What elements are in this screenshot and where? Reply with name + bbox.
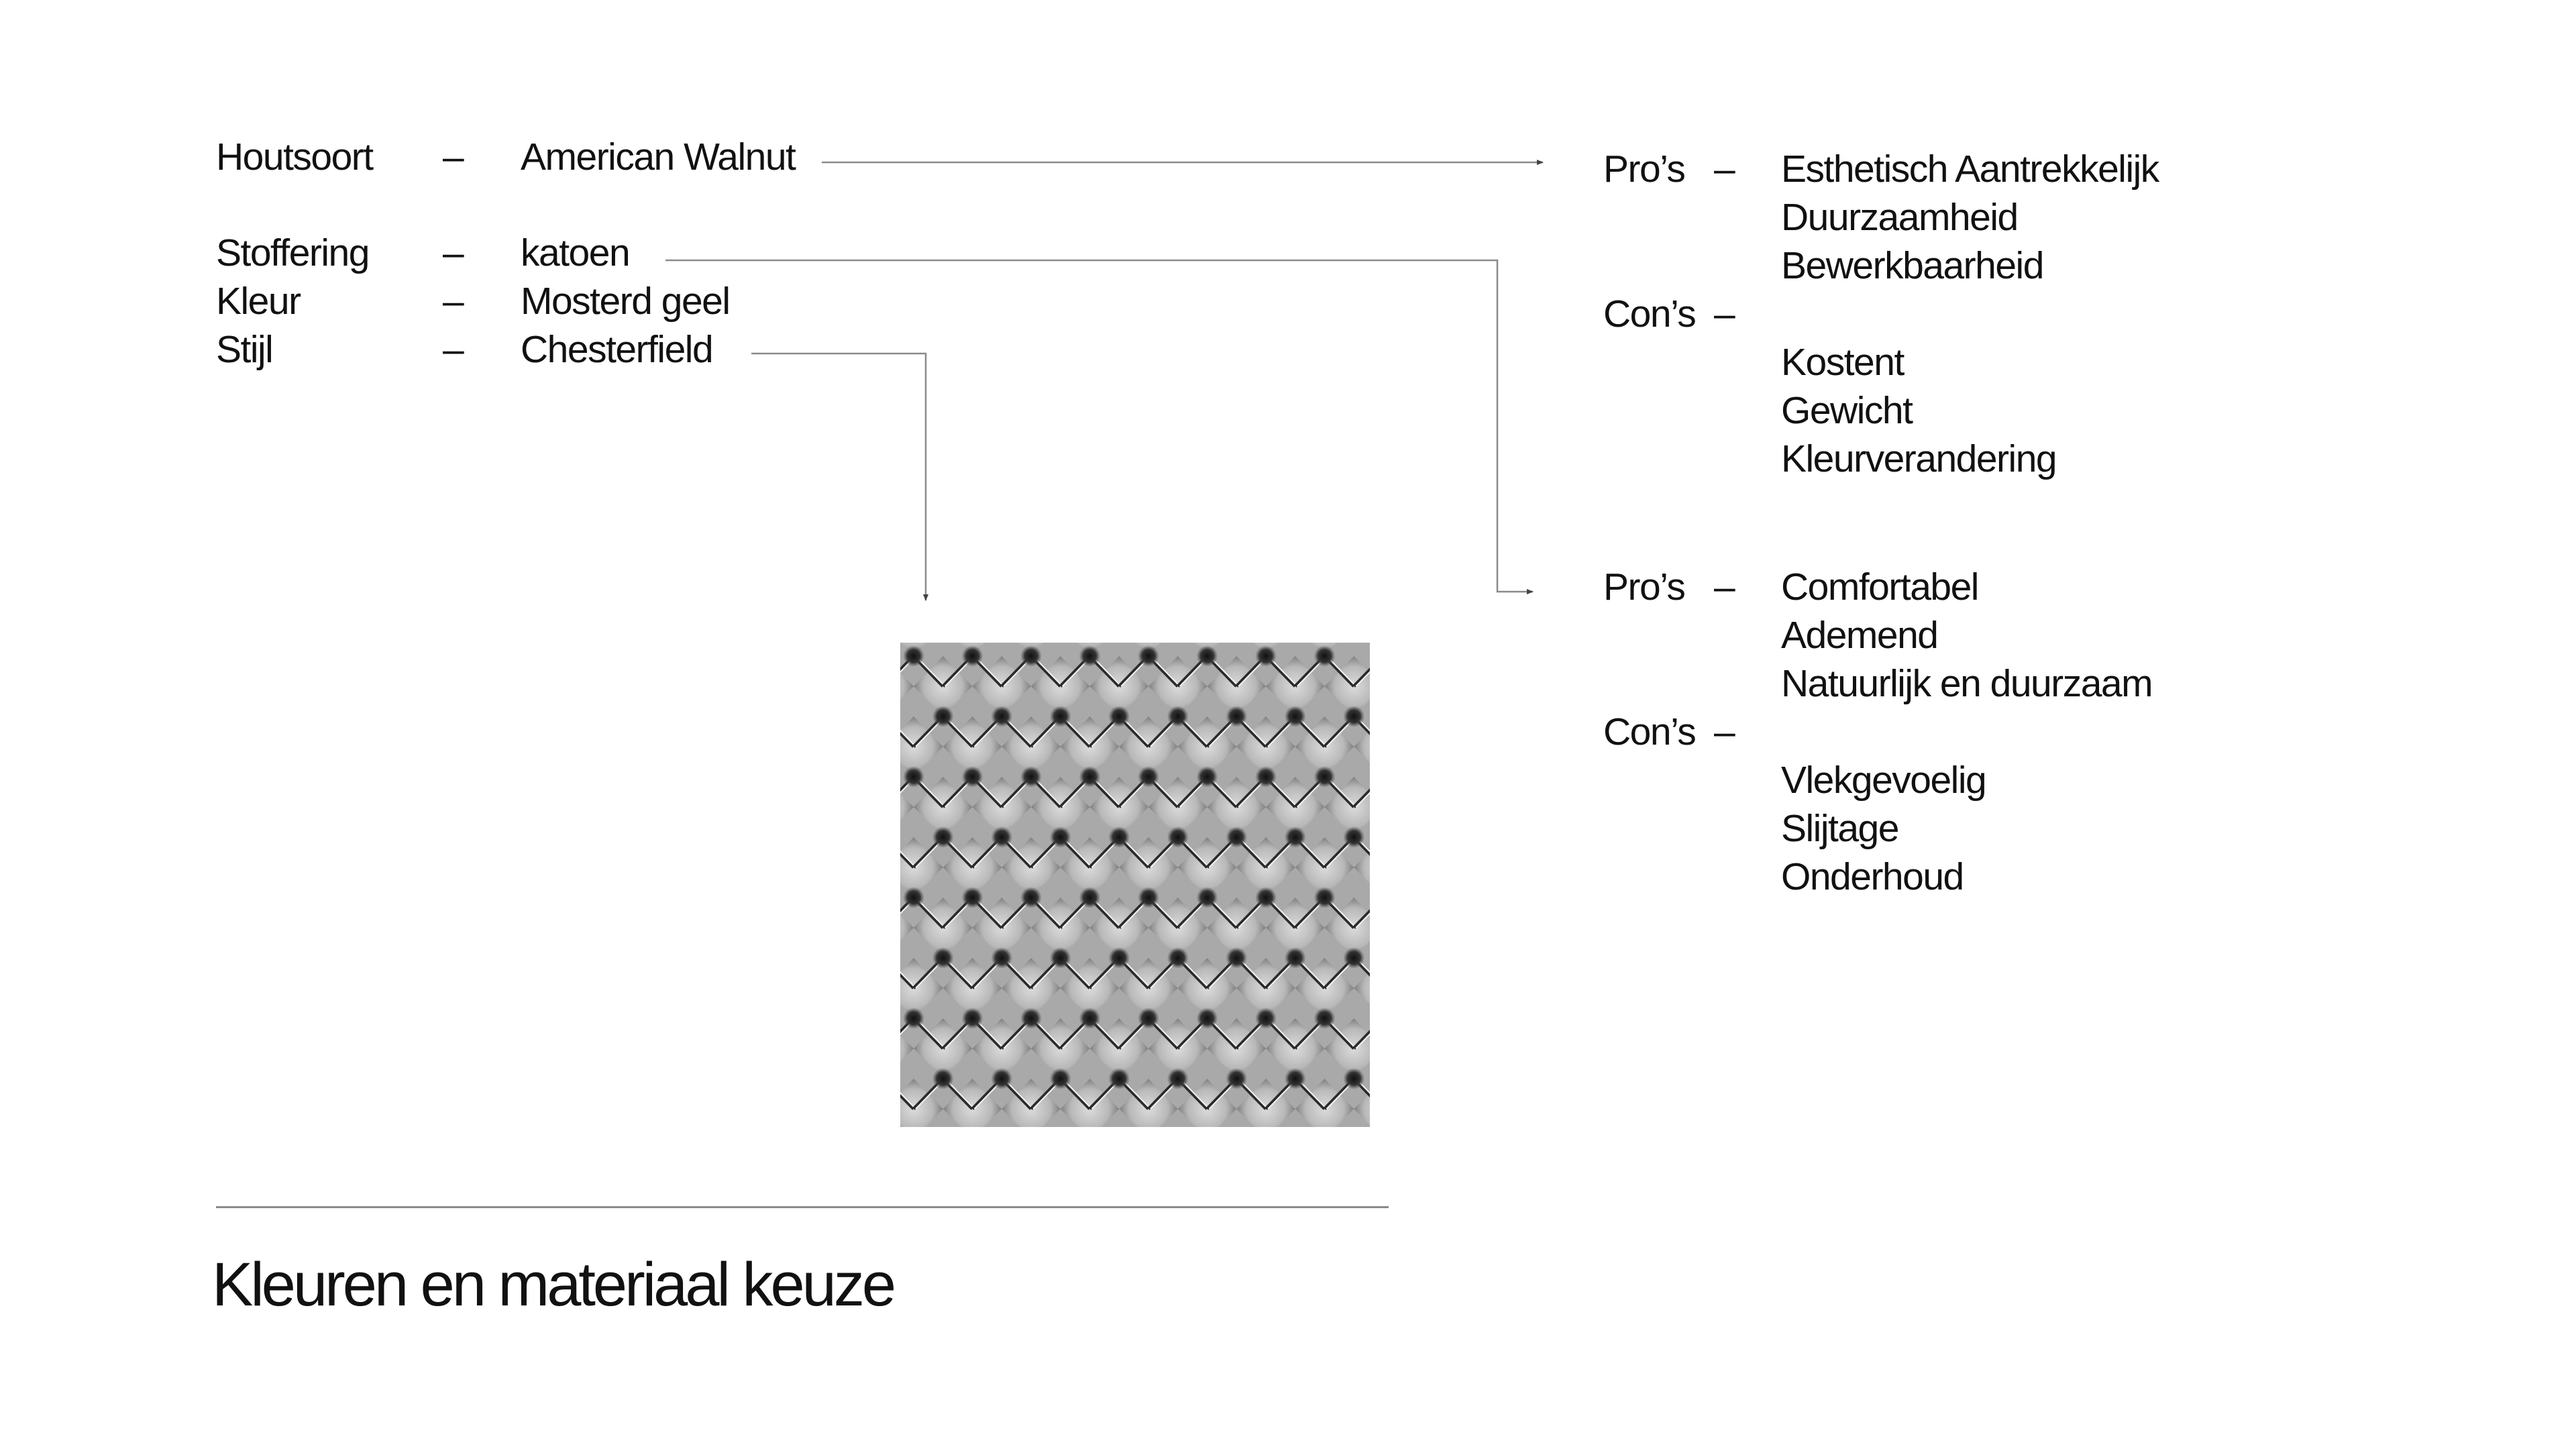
spec-label-houtsoort: Houtsoort bbox=[216, 136, 373, 178]
wood-con-item: Kleurverandering bbox=[1781, 437, 2057, 480]
spec-value-kleur: Mosterd geel bbox=[521, 280, 730, 323]
fabric-cons-dash: – bbox=[1714, 710, 1735, 753]
fabric-pro-item: Ademend bbox=[1781, 614, 1938, 657]
wood-con-item: Gewicht bbox=[1781, 389, 1913, 432]
spec-value-houtsoort: American Walnut bbox=[521, 136, 796, 178]
fabric-con-item: Slijtage bbox=[1781, 807, 1898, 850]
spec-dash: – bbox=[443, 231, 464, 274]
fabric-con-item: Vlekgevoelig bbox=[1781, 759, 1986, 802]
fabric-pro-item: Natuurlijk en duurzaam bbox=[1781, 662, 2153, 705]
fabric-cons-label: Con’s bbox=[1603, 710, 1696, 753]
style-connector-arrow bbox=[751, 354, 926, 600]
spec-dash: – bbox=[443, 328, 464, 371]
fabric-pro-item: Comfortabel bbox=[1781, 566, 1978, 608]
spec-value-stoffering: katoen bbox=[521, 231, 630, 274]
spec-value-stijl: Chesterfield bbox=[521, 328, 713, 371]
wood-con-item: Kostent bbox=[1781, 341, 1904, 384]
fabric-con-item: Onderhoud bbox=[1781, 855, 1964, 898]
wood-cons-dash: – bbox=[1714, 292, 1735, 335]
wood-pro-item: Duurzaamheid bbox=[1781, 196, 2018, 239]
chesterfield-swatch-image bbox=[900, 643, 1370, 1127]
wood-cons-label: Con’s bbox=[1603, 292, 1696, 335]
divider bbox=[216, 1206, 1389, 1208]
wood-pros-dash: – bbox=[1714, 148, 1735, 191]
fabric-pros-label: Pro’s bbox=[1603, 566, 1685, 608]
wood-pro-item: Esthetisch Aantrekkelijk bbox=[1781, 148, 2159, 191]
fabric-pros-dash: – bbox=[1714, 566, 1735, 608]
page-title: Kleuren en materiaal keuze bbox=[212, 1250, 894, 1319]
fabric-connector-arrow bbox=[665, 260, 1533, 592]
spec-label-kleur: Kleur bbox=[216, 280, 301, 323]
spec-dash: – bbox=[443, 280, 464, 323]
spec-label-stoffering: Stoffering bbox=[216, 231, 369, 274]
wood-pro-item: Bewerkbaarheid bbox=[1781, 244, 2043, 287]
spec-label-stijl: Stijl bbox=[216, 328, 273, 371]
spec-dash: – bbox=[443, 136, 464, 178]
wood-pros-label: Pro’s bbox=[1603, 148, 1685, 191]
